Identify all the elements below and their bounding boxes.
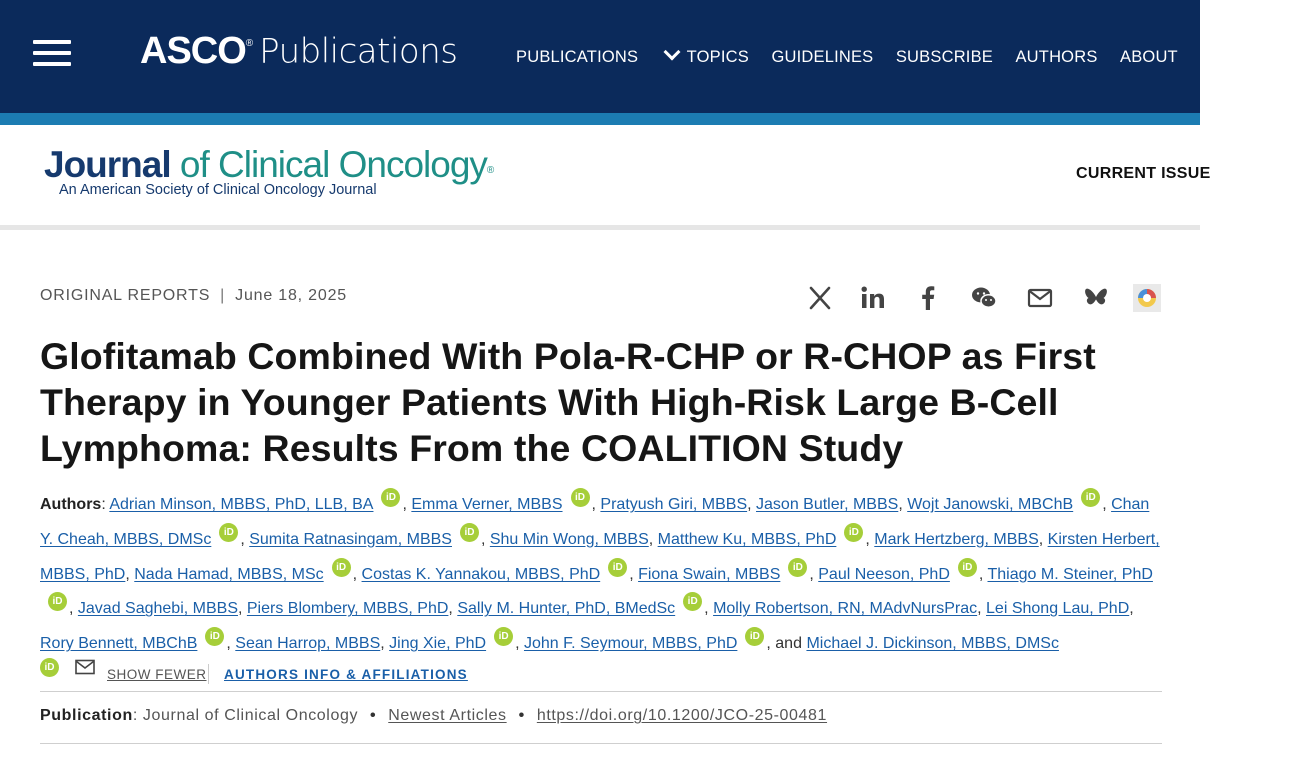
asco-publications-logo[interactable]: ASCO® Publications [140,30,458,72]
orcid-icon[interactable]: iD [788,558,807,577]
authors-info-link[interactable]: AUTHORS INFO & AFFILIATIONS [224,667,468,682]
author-link[interactable]: Jing Xie, PhD [389,635,487,653]
nav-subscribe[interactable]: SUBSCRIBE [895,48,994,66]
orcid-icon[interactable]: iD [683,592,702,611]
author-link[interactable]: Paul Neeson, PhD [818,565,950,583]
author-link[interactable]: Adrian Minson, MBBS, PhD, LLB, BA [109,496,374,513]
top-nav [516,48,1299,70]
author-link[interactable]: Nada Hamad, MBBS, MSc [134,565,324,583]
journal-subtitle: An American Society of Clinical Oncology Journal [59,182,377,198]
divider [208,664,209,684]
menu-icon[interactable] [33,40,71,66]
author-link[interactable]: Lei Shong Lau, PhD [986,600,1130,618]
author-link[interactable]: Molly Robertson, RN, MAdvNursPrac [713,600,978,618]
wechat-icon[interactable] [970,284,998,312]
author-link[interactable]: Kirsten Herbert, MBBS, PhD [40,530,1160,583]
author-link[interactable]: Wojt Janowski, MBChB [907,496,1074,513]
orcid-icon[interactable]: iD [494,627,513,646]
chevron-down-icon[interactable] [664,44,681,61]
brand-asco: ASCO [140,30,246,72]
article-title: Glofitamab Combined With Pola-R-CHP or R-CHOP as First Therapy in Younger Patients With High-Risk Large B-Cell Lymphoma: Results From the COALITION Study [40,335,1096,469]
orcid-icon[interactable]: iD [332,558,351,577]
author-link[interactable]: Michael J. Dickinson, MBBS, DMSc [806,635,1059,653]
author-link[interactable]: Costas K. Yannakou, MBBS, PhD [361,565,601,583]
altmetric-icon[interactable] [1133,284,1161,312]
publication-row: Publication: Journal of Clinical Oncology • Newest Articles • https://doi.org/10.1200/JCO-25-00481 [40,707,828,724]
orcid-icon[interactable]: iD [460,523,479,542]
orcid-icon[interactable]: iD [958,558,977,577]
x-icon[interactable] [806,284,834,312]
journal-name-rest: of Clinical Oncology [179,144,487,185]
author-link[interactable]: John F. Seymour, MBBS, PhD [523,635,738,653]
journal-name-bold: Journal [44,144,171,185]
author-link[interactable]: Chan Y. Cheah, MBBS, DMSc [40,496,1150,548]
nav-publications[interactable]: PUBLICATIONS [516,48,639,66]
author-link[interactable]: Piers Blombery, MBBS, PhD [246,600,449,618]
authors-label: Authors [40,496,102,513]
orcid-icon[interactable]: iD [608,558,627,577]
orcid-icon[interactable]: iD [48,592,67,611]
nav-authors[interactable]: AUTHORS [1015,48,1098,66]
show-fewer-button[interactable]: SHOW FEWER [107,667,207,682]
nav-guidelines[interactable]: GUIDELINES [771,48,874,66]
authors-list: Authors: Adrian Minson, MBBS, PhD, LLB, BA iD , Emma Verner, MBBS iD , Pratyush Giri, MBBS, Jason Butler, MBBS, Wojt Janowski, MBChB iD , Chan Y. Cheah, MBBS, DMSc iD , Sumita Ratnasingam, MBBS iD , Shu Min Wong, MBBS, Matthew Ku, MBBS, PhD iD , Mark Hertzberg, MBBS, Kirsten Herbert, MBBS, PhD, Nada Hamad, MBBS, MSc iD , Costas K. Yannakou, MBBS, PhD iD , Fiona Swain, MBBS iD , Paul Neeson, PhD iD , Thiago M. Steiner, PhDiD , Javad Saghebi, MBBS, Piers Blombery, MBBS, PhD, Sally M. Hunter, PhD, BMedSc iD , Molly Robertson, RN, MAdvNursPrac, Lei Shong Lau, PhD, Rory Bennett, MBChB iD , Sean Harrop, MBBS, Jing Xie, PhD iD , John F. Seymour, MBBS, PhD iD , and Michael J. Dickinson, MBBS, DMSc [40,488,1165,662]
author-link[interactable]: Sean Harrop, MBBS [235,635,381,653]
facebook-icon[interactable] [914,284,942,312]
article-type: ORIGINAL REPORTS [40,287,211,304]
orcid-icon[interactable]: iD [381,488,400,507]
author-link[interactable]: Jason Butler, MBBS [756,496,899,513]
divider [40,743,1162,744]
email-icon[interactable] [1026,284,1054,312]
orcid-icon[interactable]: iD [571,488,590,507]
author-link[interactable]: Emma Verner, MBBS [411,496,563,513]
author-link[interactable]: Rory Bennett, MBChB [40,635,198,653]
email-icon[interactable] [75,659,95,675]
nav-about[interactable]: ABOUT [1120,48,1178,66]
current-issue-link[interactable]: CURRENT ISSUE [1076,165,1211,182]
orcid-icon[interactable]: iD [1081,488,1100,507]
author-link[interactable]: Javad Saghebi, MBBS [77,600,238,618]
article-meta: ORIGINAL REPORTS | June 18, 2025 [40,287,347,304]
author-link[interactable]: Sumita Ratnasingam, MBBS [249,530,452,548]
orcid-icon[interactable]: iD [745,627,764,646]
and-word: and [775,635,802,653]
orcid-icon[interactable]: iD [205,627,224,646]
article-date: June 18, 2025 [235,287,347,304]
author-link[interactable]: Shu Min Wong, MBBS [489,530,649,548]
orcid-icon[interactable]: iD [40,658,59,677]
nav-topics[interactable]: TOPICS [686,48,749,66]
site-header [0,0,1282,113]
nav-careers[interactable]: CAREERS [1200,48,1282,66]
author-link[interactable]: Thiago M. Steiner, PhD [987,565,1153,583]
header-divider [0,225,1200,230]
bluesky-icon[interactable] [1082,284,1110,312]
publication-name: Journal of Clinical Oncology [142,707,359,724]
newest-articles-link[interactable]: Newest Articles [388,707,507,724]
journal-logo[interactable]: Journal of Clinical Oncology® An American Society of Clinical Oncology Journal [44,144,494,198]
brand-publications: Publications [259,31,458,72]
header-stripe [0,113,1200,125]
author-link[interactable]: Fiona Swain, MBBS [638,565,781,583]
author-link[interactable]: Pratyush Giri, MBBS [600,496,748,513]
linkedin-icon[interactable] [859,284,887,312]
doi-link[interactable]: https://doi.org/10.1200/JCO-25-00481 [536,707,828,724]
author-link[interactable]: Sally M. Hunter, PhD, BMedSc [457,600,676,618]
divider [40,691,1162,692]
author-link[interactable]: Matthew Ku, MBBS, PhD [657,530,837,548]
author-link[interactable]: Mark Hertzberg, MBBS [874,530,1039,548]
publication-label: Publication [40,707,133,724]
orcid-icon[interactable]: iD [219,523,238,542]
orcid-icon[interactable]: iD [844,523,863,542]
